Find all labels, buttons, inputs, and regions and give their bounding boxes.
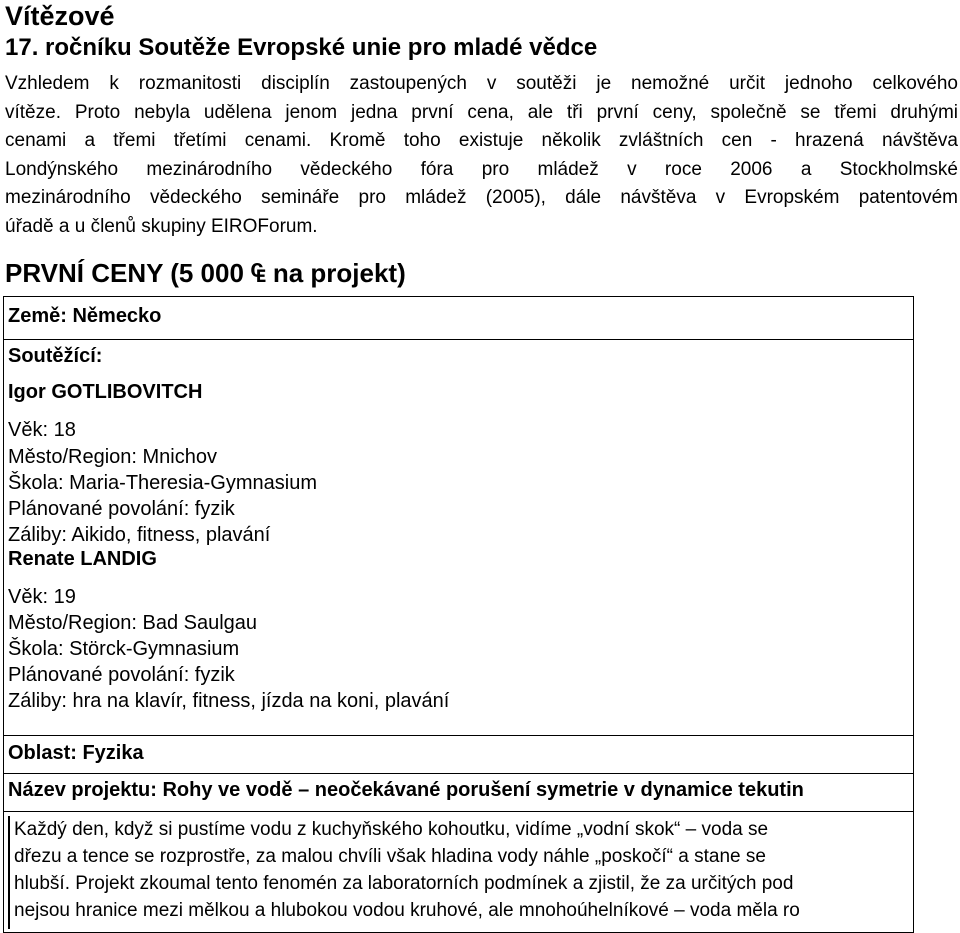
competitor-hobbies: Záliby: hra na klavír, fitness, jízda na koni, plavání: [8, 690, 450, 712]
intro-line: Vzhledem k rozmanitosti disciplín zastoupených v soutěži je nemožné určit jednoho celkového: [5, 73, 958, 94]
field-row: [3, 736, 914, 774]
page-subtitle: 17. ročníku Soutěže Evropské unie pro mladé vědce: [5, 34, 598, 61]
intro-line: úřadě a u členů skupiny EIROForum.: [5, 215, 318, 237]
intro-paragraph: [5, 70, 958, 241]
description-border-left: [8, 816, 10, 929]
intro-line: mezinárodního vědeckého semináře pro mládež (2005), dále návštěva v Evropském patentovém: [5, 187, 958, 208]
competitor-city: Město/Region: Bad Saulgau: [8, 612, 258, 634]
intro-line: Londýnského mezinárodního vědeckého fóra pro mládež v roce 2006 a Stockholmské: [5, 158, 958, 180]
competitor-career: Plánované povolání: fyzik: [8, 664, 235, 686]
competitor-age: Věk: 18: [8, 419, 76, 441]
competitor-school: Škola: Störck-Gymnasium: [8, 638, 240, 660]
competitors-label: Soutěžící:: [8, 345, 103, 367]
description-line: Každý den, když si pustíme vodu z kuchyňského kohoutku, vidíme „vodní skok“ – voda se: [14, 819, 769, 840]
first-prizes-heading: PRVNÍ CENY (5 000 ₠ na projekt): [5, 258, 406, 288]
competitor-school: Škola: Maria-Theresia-Gymnasium: [8, 472, 317, 494]
project-description-row: [3, 812, 914, 933]
description-line: nejsou hranice mezi mělkou a hlubokou vodou kruhové, ale mnohoúhelníkové – voda měla ro: [14, 900, 800, 921]
page-title: Vítězové: [5, 1, 115, 31]
intro-line: cenami a třemi třetími cenami. Kromě toho existuje několik zvláštních cen - hrazená návštěva: [5, 130, 958, 151]
project-title-row: [3, 774, 914, 812]
project-title: Název projektu: Rohy ve vodě – neočekávané porušení symetrie v dynamice tekutin: [8, 779, 804, 801]
competitor-name: Renate LANDIG: [8, 548, 157, 570]
competitor-career: Plánované povolání: fyzik: [8, 498, 235, 520]
field-label: Oblast: Fyzika: [8, 742, 144, 764]
country-row: [3, 296, 914, 339]
intro-line: vítěze. Proto nebyla udělena jenom jedna první cena, ale tři první ceny, společně se třemi druhými: [5, 101, 958, 123]
description-line: dřezu a tence se rozprostře, za malou chvíli však hladina vody náhle „poskočí“ a stane se: [14, 846, 766, 867]
competitor-hobbies: Záliby: Aikido, fitness, plavání: [8, 524, 271, 546]
project-description: [14, 816, 800, 924]
competitor-name: Igor GOTLIBOVITCH: [8, 381, 203, 403]
competitor-city: Město/Region: Mnichov: [8, 446, 217, 468]
description-line: hlubší. Projekt zkoumal tento fenomén za laboratorních podmínek a zjistil, že za určitých pod: [14, 873, 794, 894]
country-label: Země: Německo: [8, 305, 162, 327]
competitors-row: [3, 339, 914, 736]
competitor-age: Věk: 19: [8, 586, 76, 608]
